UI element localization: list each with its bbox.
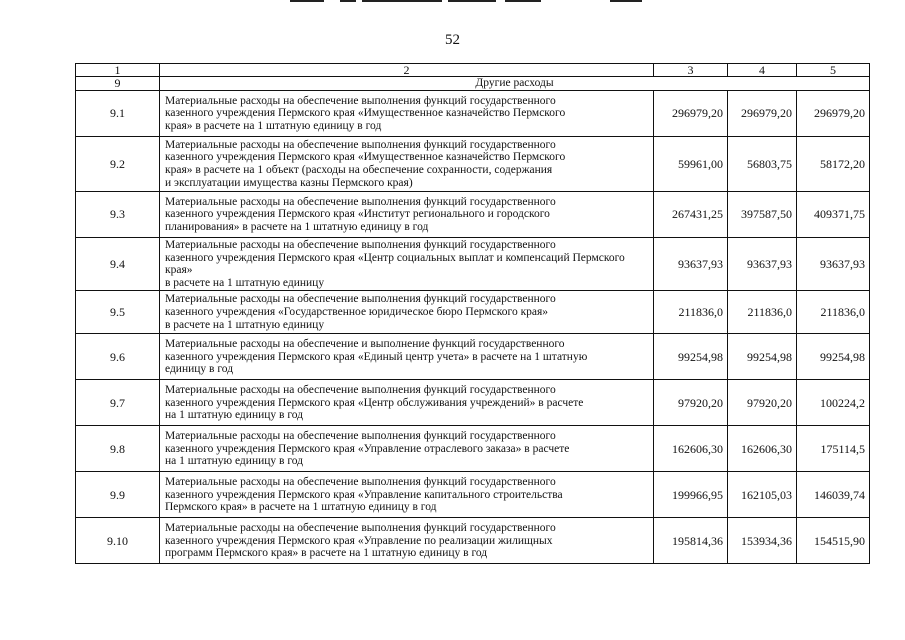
description-line: казенного учреждения Пермского края «Центр обслуживания учреждений» в расчете	[165, 396, 584, 409]
description-line: Материальные расходы на обеспечение выполнения функций государственного	[165, 521, 556, 534]
value-col-3: 93637,93	[654, 238, 728, 291]
section-number: 9	[76, 77, 160, 91]
description-line: единицу в год	[165, 363, 234, 376]
table-row	[76, 518, 870, 564]
table-row	[76, 472, 870, 518]
description-line: Материальные расходы на обеспечение выполнения функций государственного	[165, 94, 556, 107]
value-col-5: 100224,2	[797, 380, 870, 426]
header-col-4: 4	[728, 64, 797, 77]
description-line: казенного учреждения Пермского края «Центр социальных выплат и компенсаций Пермского края»	[165, 251, 625, 277]
header-col-2: 2	[160, 64, 654, 77]
description-line: казенного учреждения Пермского края «Управление отраслевого заказа» в расчете	[165, 442, 570, 455]
description-line: Материальные расходы на обеспечение выполнения функций государственного	[165, 293, 556, 306]
header-col-1: 1	[76, 64, 160, 77]
value-col-4: 97920,20	[728, 380, 797, 426]
description-line: Материальные расходы на обеспечение выполнения функций государственного	[165, 429, 556, 442]
page-number: 52	[445, 32, 460, 48]
row-number: 9.3	[76, 192, 160, 238]
value-col-3: 162606,30	[654, 426, 728, 472]
value-col-3: 99254,98	[654, 334, 728, 380]
description-line: планирования» в расчете на 1 штатную единицу в год	[165, 220, 429, 233]
header-col-3: 3	[654, 64, 728, 77]
row-number: 9.9	[76, 472, 160, 518]
row-description	[160, 518, 654, 564]
value-col-3: 211836,0	[654, 291, 728, 334]
description-line: Материальные расходы на обеспечение выполнения функций государственного	[165, 138, 556, 151]
description-line: в расчете на 1 штатную единицу	[165, 318, 325, 331]
row-description	[160, 238, 654, 291]
row-number: 9.2	[76, 137, 160, 192]
value-col-5: 296979,20	[797, 91, 870, 137]
value-col-5: 146039,74	[797, 472, 870, 518]
table-row	[76, 238, 870, 291]
value-col-4: 162105,03	[728, 472, 797, 518]
row-description	[160, 380, 654, 426]
value-col-4: 211836,0	[728, 291, 797, 334]
description-line: Материальные расходы на обеспечение выполнения функций государственного	[165, 475, 556, 488]
description-line: казенного учреждения Пермского края «Институт регионального и городского	[165, 208, 550, 221]
table-row	[76, 291, 870, 334]
scan-top-marks	[0, 0, 905, 4]
value-col-5: 175114,5	[797, 426, 870, 472]
row-number: 9.6	[76, 334, 160, 380]
row-description	[160, 291, 654, 334]
description-line: края» в расчете на 1 объект (расходы на обеспечение сохранности, содержания	[165, 164, 553, 176]
description-line: на 1 штатную единицу в год	[165, 455, 304, 468]
table-row	[76, 192, 870, 238]
description-line: казенного учреждения Пермского края «Управление по реализации жилищных	[165, 534, 553, 547]
value-col-5: 211836,0	[797, 291, 870, 334]
table-row	[76, 91, 870, 137]
section-title: Другие расходы	[160, 77, 870, 91]
description-line: Материальные расходы на обеспечение выполнения функций государственного	[165, 239, 556, 251]
description-line: казенного учреждения «Государственное юридическое бюро Пермского края»	[165, 306, 549, 319]
row-number: 9.10	[76, 518, 160, 564]
value-col-5: 58172,20	[797, 137, 870, 192]
row-number: 9.1	[76, 91, 160, 137]
row-description	[160, 334, 654, 380]
row-description	[160, 472, 654, 518]
header-col-5: 5	[797, 64, 870, 77]
description-line: Материальные расходы на обеспечение выполнения функций государственного	[165, 383, 556, 396]
row-number: 9.8	[76, 426, 160, 472]
value-col-5: 99254,98	[797, 334, 870, 380]
description-line: казенного учреждения Пермского края «Имущественное казначейство Пермского	[165, 107, 566, 120]
value-col-4: 153934,36	[728, 518, 797, 564]
value-col-4: 99254,98	[728, 334, 797, 380]
description-line: казенного учреждения Пермского края «Имущественное казначейство Пермского	[165, 151, 566, 164]
value-col-5: 154515,90	[797, 518, 870, 564]
value-col-4: 93637,93	[728, 238, 797, 291]
description-line: Материальные расходы на обеспечение выполнения функций государственного	[165, 195, 556, 208]
description-line: казенного учреждения Пермского края «Единый центр учета» в расчете на 1 штатную	[165, 350, 588, 363]
row-number: 9.7	[76, 380, 160, 426]
value-col-4: 56803,75	[728, 137, 797, 192]
description-line: Пермского края» в расчете на 1 штатную единицу в год	[165, 501, 437, 514]
value-col-4: 162606,30	[728, 426, 797, 472]
description-line: края» в расчете на 1 штатную единицу в год	[165, 119, 382, 132]
value-col-3: 199966,95	[654, 472, 728, 518]
section-row	[76, 77, 870, 91]
row-description	[160, 91, 654, 137]
value-col-5: 93637,93	[797, 238, 870, 291]
row-number: 9.5	[76, 291, 160, 334]
description-line: на 1 штатную единицу в год	[165, 409, 304, 422]
expense-table-body	[76, 64, 870, 564]
description-line: Материальные расходы на обеспечение и выполнение функций государственного	[165, 337, 565, 350]
column-number-header	[76, 64, 870, 77]
value-col-4: 296979,20	[728, 91, 797, 137]
value-col-3: 296979,20	[654, 91, 728, 137]
row-number: 9.4	[76, 238, 160, 291]
table-row	[76, 426, 870, 472]
table-row	[76, 137, 870, 192]
row-description	[160, 192, 654, 238]
expense-table	[75, 63, 870, 564]
description-line: программ Пермского края» в расчете на 1 штатную единицу в год	[165, 547, 488, 560]
description-line: и эксплуатации имущества казны Пермского края)	[165, 176, 413, 189]
table-row	[76, 380, 870, 426]
value-col-3: 267431,25	[654, 192, 728, 238]
value-col-3: 195814,36	[654, 518, 728, 564]
description-line: в расчете на 1 штатную единицу	[165, 276, 325, 289]
value-col-3: 59961,00	[654, 137, 728, 192]
row-description	[160, 137, 654, 192]
description-line: казенного учреждения Пермского края «Управление капитального строительства	[165, 488, 563, 501]
value-col-3: 97920,20	[654, 380, 728, 426]
row-description	[160, 426, 654, 472]
table-row	[76, 334, 870, 380]
value-col-5: 409371,75	[797, 192, 870, 238]
value-col-4: 397587,50	[728, 192, 797, 238]
